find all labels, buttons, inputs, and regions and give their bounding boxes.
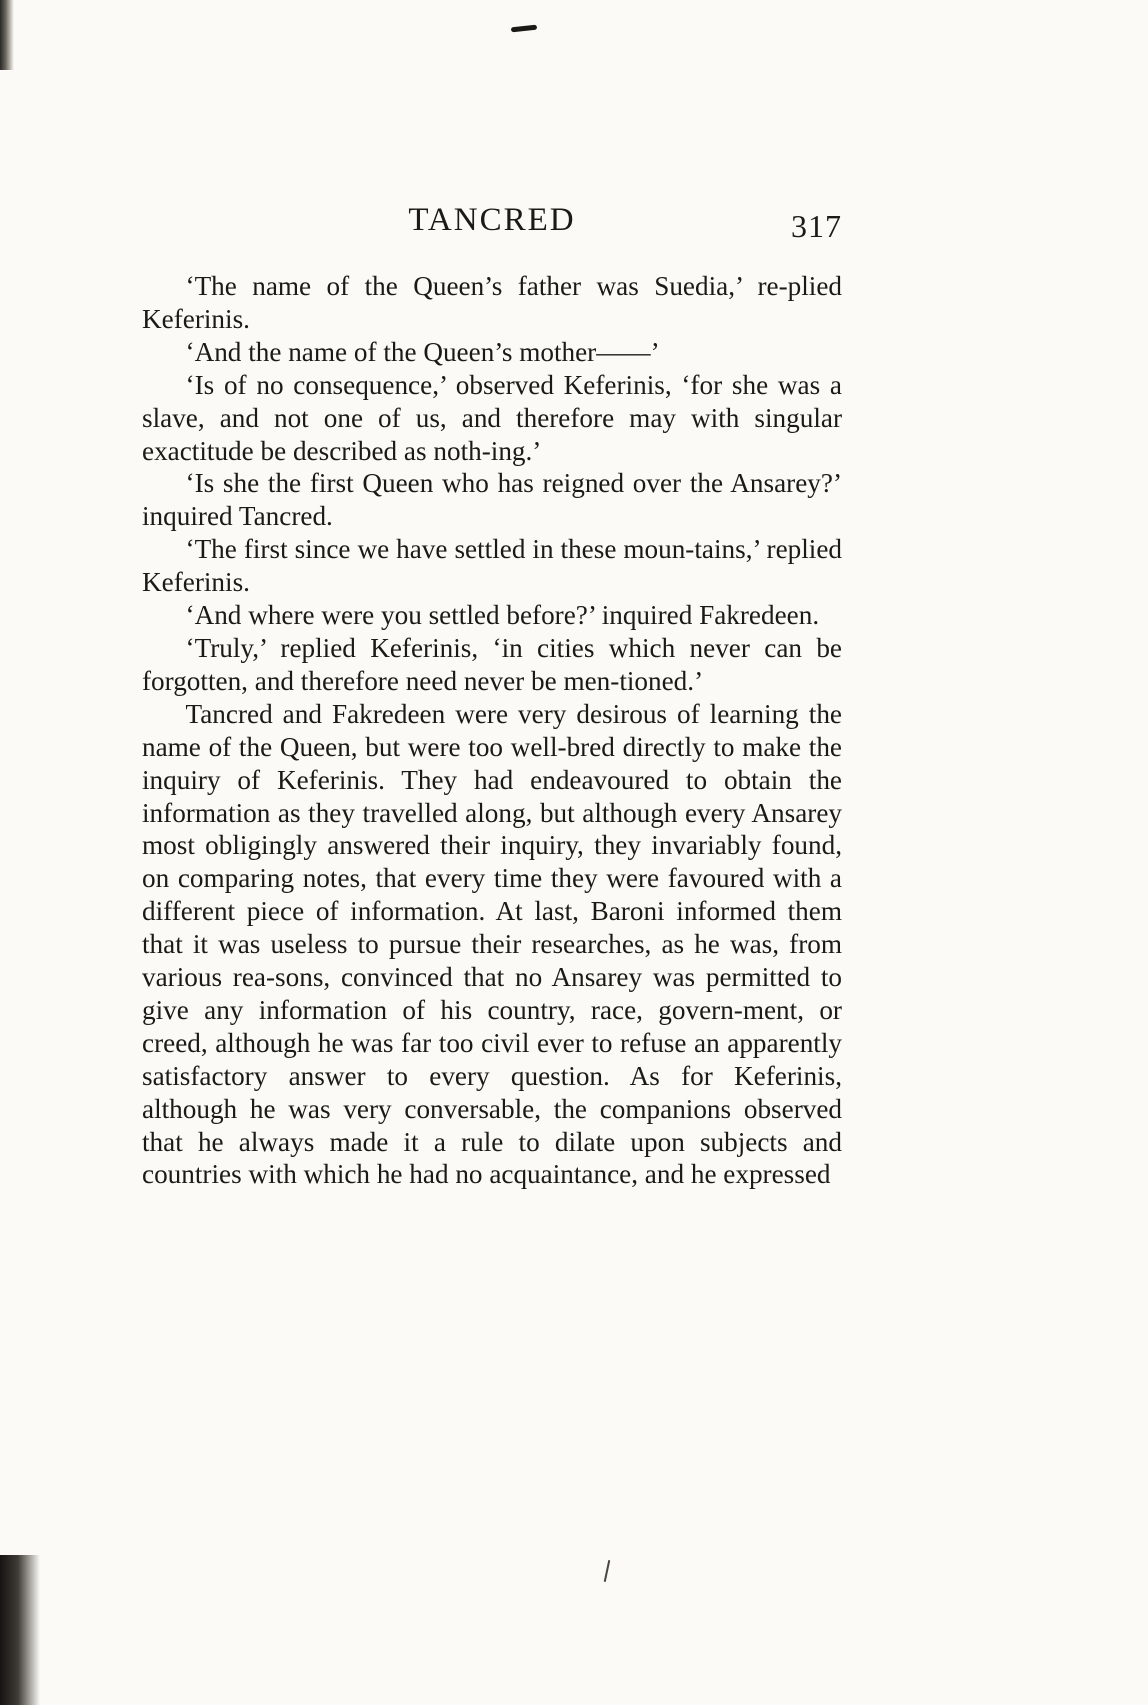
page-edge-shadow-top — [0, 0, 14, 70]
body-text — [142, 270, 842, 1191]
running-title: TANCRED — [408, 202, 576, 238]
paragraph: ‘The first since we have settled in these moun-tains,’ replied Keferinis. — [142, 534, 842, 598]
paragraph: ‘And the name of the Queen’s mother——’ — [185, 336, 660, 367]
paragraph: ‘The name of the Queen’s father was Suedia,’ re-plied Keferinis. — [142, 271, 842, 334]
ink-mark — [604, 1560, 611, 1582]
page-header — [142, 202, 842, 252]
page-edge-shadow-bottom — [0, 1555, 40, 1705]
ink-mark — [511, 25, 537, 33]
paragraph: ‘Is she the first Queen who has reigned over the Ansarey?’ inquired Tancred. — [142, 468, 842, 532]
paragraph: ‘Truly,’ replied Keferinis, ‘in cities which never can be forgotten, and therefore need never be men-tioned.’ — [142, 632, 842, 696]
paragraph: ‘Is of no consequence,’ observed Keferinis, ‘for she was a slave, and not one of us, and therefore may with singular exactitude be described as noth-ing.’ — [142, 369, 842, 466]
paragraph: Tancred and Fakredeen were very desirous of learning the name of the Queen, but were too well-bred directly to make the inquiry of Keferinis. They had endeavoured to obtain the information as they travelled along, but although every Ansarey most obligingly answered their inquiry, they invariably found, on comparing notes, that every time they were favoured with a different piece of information. At last, Baroni informed them that it was useless to pursue their researches, as he was, from various rea-sons, convinced that no Ansarey was permitted to give any information of his country, race, govern-ment, or creed, although he was far too civil ever to refuse an apparently satisfactory answer to every question. As for Keferinis, although he was very conversable, the companions observed that he always made it a rule to dilate upon subjects and countries with which he had no acquaintance, and he expressed — [142, 698, 842, 1190]
page-number: 317 — [791, 208, 842, 244]
paragraph: ‘And where were you settled before?’ inquired Fakredeen. — [185, 600, 820, 631]
